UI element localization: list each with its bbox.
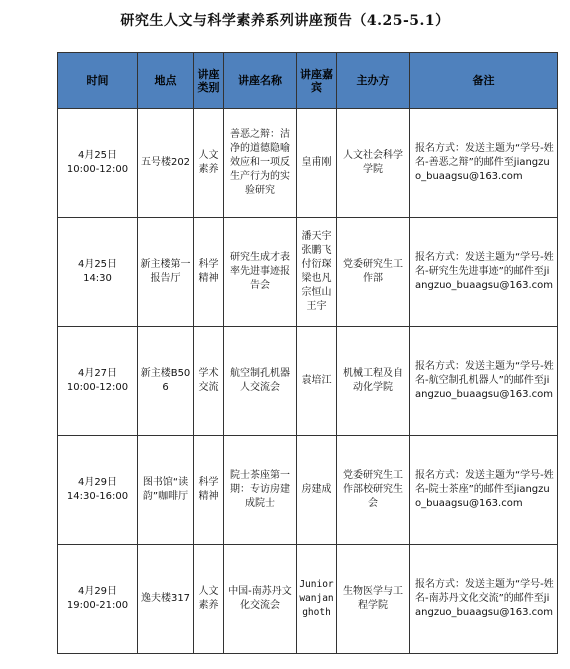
cell-date: 4月27日 [77, 368, 118, 379]
cell-category: 科学精神 [194, 436, 224, 545]
cell-date: 4月29日 [77, 477, 118, 488]
cell-date: 4月25日 [77, 150, 118, 161]
cell-place: 图书馆“读韵”咖啡厅 [138, 436, 194, 545]
cell-time [58, 327, 138, 436]
table-row [58, 545, 558, 654]
cell-note: 报名方式：发送主题为“学号-姓名-善恶之辩”的邮件至jiangzuo_buaagsu@163.com [410, 109, 558, 218]
cell-place: 五号楼202 [138, 109, 194, 218]
cell-lecture-name: 航空制孔机器人交流会 [224, 327, 297, 436]
table-row [58, 327, 558, 436]
cell-guest: 房建成 [297, 436, 337, 545]
header-lecture-name: 讲座名称 [224, 53, 297, 109]
cell-category: 科学精神 [194, 218, 224, 327]
cell-note: 报名方式：发送主题为“学号-姓名-南苏丹文化交流”的邮件至jiangzuo_buaagsu@163.com [410, 545, 558, 654]
cell-time-range: 10:00-12:00 [66, 382, 129, 393]
cell-time [58, 218, 138, 327]
cell-lecture-name: 院士茶座第一期：专访房建成院士 [224, 436, 297, 545]
cell-note: 报名方式：发送主题为“学号-姓名-航空制孔机器人”的邮件至jiangzuo_buaagsu@163.com [410, 327, 558, 436]
cell-time-range: 10:00-12:00 [66, 164, 129, 175]
table-row [58, 218, 558, 327]
cell-lecture-name: 研究生成才表率先进事迹报告会 [224, 218, 297, 327]
cell-note: 报名方式：发送主题为“学号-姓名-研究生先进事迹”的邮件至jiangzuo_buaagsu@163.com [410, 218, 558, 327]
cell-time [58, 436, 138, 545]
header-guest: 讲座嘉宾 [297, 53, 337, 109]
cell-note: 报名方式：发送主题为“学号-姓名-院士茶座”的邮件至jiangzuo_buaagsu@163.com [410, 436, 558, 545]
cell-host: 人文社会科学学院 [337, 109, 410, 218]
cell-date: 4月25日 [77, 259, 118, 270]
cell-guest: 袁培江 [297, 327, 337, 436]
table-row [58, 436, 558, 545]
header-category: 讲座类别 [194, 53, 224, 109]
cell-category: 人文素养 [194, 109, 224, 218]
lecture-schedule-table [57, 52, 558, 654]
cell-place: 逸夫楼317 [138, 545, 194, 654]
cell-host: 党委研究生工作部校研究生会 [337, 436, 410, 545]
table-row [58, 109, 558, 218]
cell-place: 新主楼B506 [138, 327, 194, 436]
cell-category: 学术交流 [194, 327, 224, 436]
page-title: 研究生人文与科学素养系列讲座预告（4.25-5.1） [120, 13, 450, 29]
cell-time [58, 109, 138, 218]
cell-lecture-name: 中国-南苏丹文化交流会 [224, 545, 297, 654]
table-header-row [58, 53, 558, 109]
cell-time-range: 14:30 [83, 273, 112, 284]
cell-time [58, 545, 138, 654]
cell-host: 生物医学与工程学院 [337, 545, 410, 654]
cell-guest: 潘天宇张鹏飞付衍琛梁也凡宗恒山王宇 [297, 218, 337, 327]
cell-lecture-name: 善恶之辩：洁净的道德隐喻效应和一项反生产行为的实验研究 [224, 109, 297, 218]
cell-host: 机械工程及自动化学院 [337, 327, 410, 436]
cell-place: 新主楼第一报告厅 [138, 218, 194, 327]
cell-host: 党委研究生工作部 [337, 218, 410, 327]
cell-date: 4月29日 [77, 586, 118, 597]
cell-time-range: 14:30-16:00 [66, 491, 129, 502]
header-host: 主办方 [337, 53, 410, 109]
cell-time-range: 19:00-21:00 [66, 600, 129, 611]
cell-category: 人文素养 [194, 545, 224, 654]
header-place: 地点 [138, 53, 194, 109]
header-time: 时间 [58, 53, 138, 109]
cell-guest: 皇甫刚 [297, 109, 337, 218]
header-note: 备注 [410, 53, 558, 109]
cell-guest: Junior wanjanghoth [297, 545, 337, 654]
